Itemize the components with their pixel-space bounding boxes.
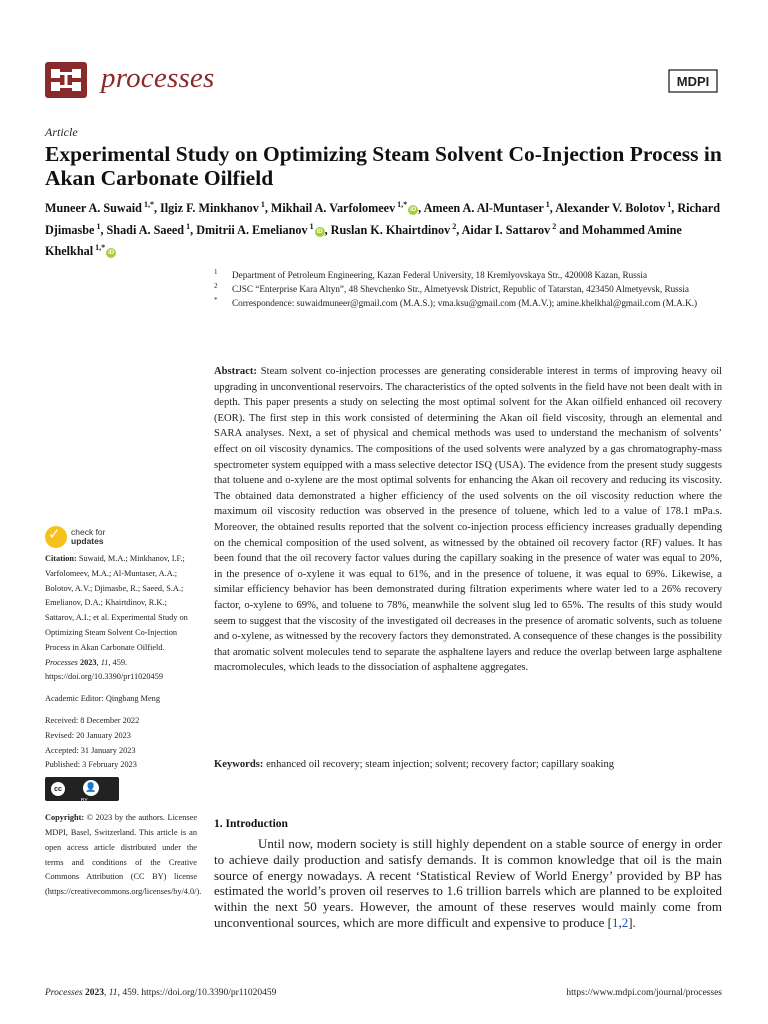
keywords-text: enhanced oil recovery; steam injection; solvent; recovery factor; capillary soaking <box>266 759 615 770</box>
copyright <box>45 811 202 900</box>
orcid-icon[interactable]: iD <box>108 250 115 257</box>
article-title: Experimental Study on Optimizing Steam Solvent Co-Injection Process in Akan Carbonate Oilfield <box>45 142 722 190</box>
person-icon: 👤 <box>83 780 99 796</box>
author-list: Muneer A. Suwaid $^{1,*}$, Ilgiz F. Minkhanov $^1$, Mikhail A. Varfolomeev $^{1,*}$iD , Ameen A. Al-Muntaser $^1$, Alexander V. Bolotov $^1$, Richard Djimasbe $^1$, Shadi A. Saeed $^1$, Dmitrii A. Emelianov $^1$iD , Ruslan K. Khairtdinov $^2$, Aidar I. Sattarov $^2$ and Mohammed Amine Khelkhal $^{1,*}$iD <box>45 200 720 259</box>
keywords <box>214 757 722 772</box>
orcid-icon[interactable]: iD <box>316 228 323 235</box>
affiliation-item: * Correspondence: suwaidmuneer@gmail.com (M.A.S.); vma.ksu@gmail.com (M.A.V.); amine.khelkhal@gmail.com (M.A.K.) <box>214 296 698 308</box>
author-affiliation-mark: 1 <box>545 200 550 209</box>
affiliation-item: 1 Department of Petroleum Engineering, Kazan Federal University, 18 Kremlyovskaya Str., 420008 Kazan, Russia <box>214 268 648 280</box>
author-name: Aidar I. Sattarov <box>461 222 551 237</box>
journal-header <box>45 58 725 104</box>
author-affiliation-mark: 2 <box>552 221 557 231</box>
orcid-icon[interactable]: iD <box>410 207 417 214</box>
abstract <box>214 364 722 676</box>
mdpi-logo-icon[interactable] <box>663 66 723 96</box>
author-name: Mohammed Amine Khelkhal <box>45 222 682 259</box>
footer-citation: Processes 2023, 11, 459. https://doi.org/10.3390/pr11020459 <box>45 988 277 998</box>
citation-year: 2023 <box>79 657 97 667</box>
section-heading: 1. Introduction <box>214 818 288 830</box>
author-affiliation-mark: 2 <box>452 221 457 231</box>
author-name: Shadi A. Saeed <box>106 222 185 237</box>
author-affiliation-mark: 1 <box>186 221 191 231</box>
introduction-paragraph: Until now, modern society is still highly dependent on a stable source of energy in order to achieve daily production and satisfy demands. It is common knowledge that oil is the main source of energy nowadays. A recent ‘Statistical Review of World Energy’ provided by BP has estimated the world’s proven oil reserves to 1.6 trillion barrels which are planned to be exploited within the next 50 years. However, the amount of these reserves would mainly come from unconventional sources, which are more difficult and expensive to produce [1,2]. <box>214 836 722 930</box>
reference-link[interactable]: 2 <box>621 914 629 930</box>
author-affiliation-mark: 1 <box>96 221 101 231</box>
processes-logo-icon <box>45 62 87 98</box>
citation-label: Citation: <box>45 554 77 563</box>
sidebar <box>45 524 202 900</box>
author-affiliation-mark: 1,* <box>95 243 106 253</box>
citation-journal: Processes <box>45 657 78 667</box>
author-affiliation-mark: 1 <box>309 221 314 231</box>
abstract-text: Steam solvent co-injection processes are generating considerable interest in terms of improving heavy oil upgrading in unconventional reservoirs. The characteristics of the opted solvents in the field have not been dealt with in depth. This paper presents a study on selecting the most optimal solvent for the Akan oilfield enhanced oil recovery (EOR). The first step in this work consisted of determining the Akan oil field viscosity, through an elemental and SARA analyses. Next, a set of physical and chemical methods was used to understand the mechanism of solvents’ effect on oil viscosity dynamics. The compositions of the used solvents were analyzed by a gas chromatography-mass spectrometer system equipped with a mass selective detector ISQ (USA). The evidence from the present study suggests that toluene and o-xylene are the most optimal solvents for enhancing the Akan oil recovery and reducing its viscosity. The obtained data demonstrated a higher efficiency of the used solvents on the oil viscosity reduction where the maximum oil viscosity reduction was observed in the presence of toluene, which led to a value of 178.1 mPa.s. Moreover, the obtained results reported that the solvent co-injection process efficiency increases gradually depending on the chemical composition of the used solvent, as witnessed by the obtained oil recovery factor (RF) values. It has been found that the oil recovery factor values during the capillary soaking in the presence of water was equal to 20%, in the presence of o-xylene it was equal to 61%, and in the presence of toluene, it was equal to 69%. Likewise, a similar efficiency behavior has been demonstrated during filtration experiments where water led to a 26% recovery factor, o-xylene to 69%, and toluene to 78%, meanwhile the solvent slug led to 65%. The results of this study would seem to suggest that the viscosity of the investigated oil decreases in the presence of aromatic solvents, such as toluene and o-xylene, as witnessed by the recovery factors they demonstrated. A consequence of these changes is the possibility that aromatic solvent molecules tend to separate the asphaltene layers and reduce the overlap between large asphaltene macromolecules, which leads to the dissociation of asphaltene aggregates. <box>214 366 722 674</box>
reference-link[interactable]: 1 <box>611 914 619 930</box>
copyright-label: Copyright: <box>45 813 85 823</box>
date-line: Revised: 20 January 2023 <box>45 730 131 740</box>
date-line: Accepted: 31 January 2023 <box>45 745 136 755</box>
author-name: Mikhail A. Varfolomeev <box>270 201 396 216</box>
affiliation-item: 2 CJSC “Enterprise Kara Altyn”, 48 Shevchenko Str., Almetyevsk District, Republic of Tatarstan, 423450 Almetyevsk, Russia <box>214 282 689 294</box>
check-for-updates-button[interactable]: ✓ check for updates <box>45 524 197 550</box>
dates <box>45 714 197 773</box>
author-name: Alexander V. Bolotov <box>555 201 666 216</box>
author-affiliation-mark: 1,* <box>397 200 408 209</box>
journal-name: processes <box>101 62 215 94</box>
article-type: Article <box>45 125 78 139</box>
author-affiliation-mark: 1,* <box>143 200 154 209</box>
footer-doi-link[interactable]: , 459. https://doi.org/10.3390/pr11020459 <box>117 988 277 998</box>
author-name: Ameen A. Al-Muntaser <box>423 201 544 216</box>
copyright-text: © 2023 by the authors. Licensee MDPI, Basel, Switzerland. This article is an open access article distributed under the terms and conditions of the Creative Commons Attribution (CC BY) license (https://creativecommons.org/licenses/by/4.0/). <box>45 813 202 897</box>
svg-text:MDPI: MDPI <box>676 74 710 89</box>
author-name: Richard Djimasbe <box>45 201 720 237</box>
citation-volume: 11 <box>100 657 109 667</box>
academic-editor: Academic Editor: Qingbang Meng <box>45 694 160 704</box>
footer-journal-url[interactable]: https://www.mdpi.com/journal/processes <box>566 988 722 998</box>
author-name: Dmitrii A. Emelianov <box>196 222 308 237</box>
abstract-label: Abstract: <box>214 366 257 377</box>
citation-doi[interactable]: , 459. https://doi.org/10.3390/pr11020459 <box>45 657 164 682</box>
author-name: Ilgiz F. Minkhanov <box>160 201 259 216</box>
date-line: Published: 3 February 2023 <box>45 760 137 770</box>
author-name: Muneer A. Suwaid <box>45 201 142 216</box>
keywords-label: Keywords: <box>214 759 264 770</box>
cc-icon: cc <box>49 780 67 798</box>
citation-text: Suwaid, M.A.; Minkhanov, I.F.; Varfolomeev, M.A.; Al-Muntaser, A.A.; Bolotov, A.V.; Djimasbe, R.; Saeed, S.A.; Emelianov, D.A.; Khairtdinov, R.K.; Sattarov, A.I.; et al. Experimental Study on Optimizing Steam Solvent Co-Injection Process in Akan Carbonate Oilfield. <box>45 554 188 652</box>
author-affiliation-mark: 1 <box>667 200 672 209</box>
author-name: Ruslan K. Khairtdinov <box>330 222 451 237</box>
cc-by-license-badge[interactable]: cc 👤 BY <box>45 777 119 801</box>
author-affiliation-mark: 1 <box>260 200 265 209</box>
citation: Citation: Suwaid, M.A.; Minkhanov, I.F.; Varfolomeev, M.A.; Al-Muntaser, A.A.; Bolotov, A.V.; Djimasbe, R.; Saeed, S.A.; Emelianov, D.A.; Khairtdinov, R.K.; Sattarov, A.I.; et al. Experimental Study on Optimizing Steam Solvent Co-Injection Process in Akan Carbonate Oilfield. Processes 2023, 11, 459. https://doi.org/10.3390/pr11020459 <box>45 554 188 682</box>
date-line: Received: 8 December 2022 <box>45 715 140 725</box>
affiliations <box>214 268 734 310</box>
